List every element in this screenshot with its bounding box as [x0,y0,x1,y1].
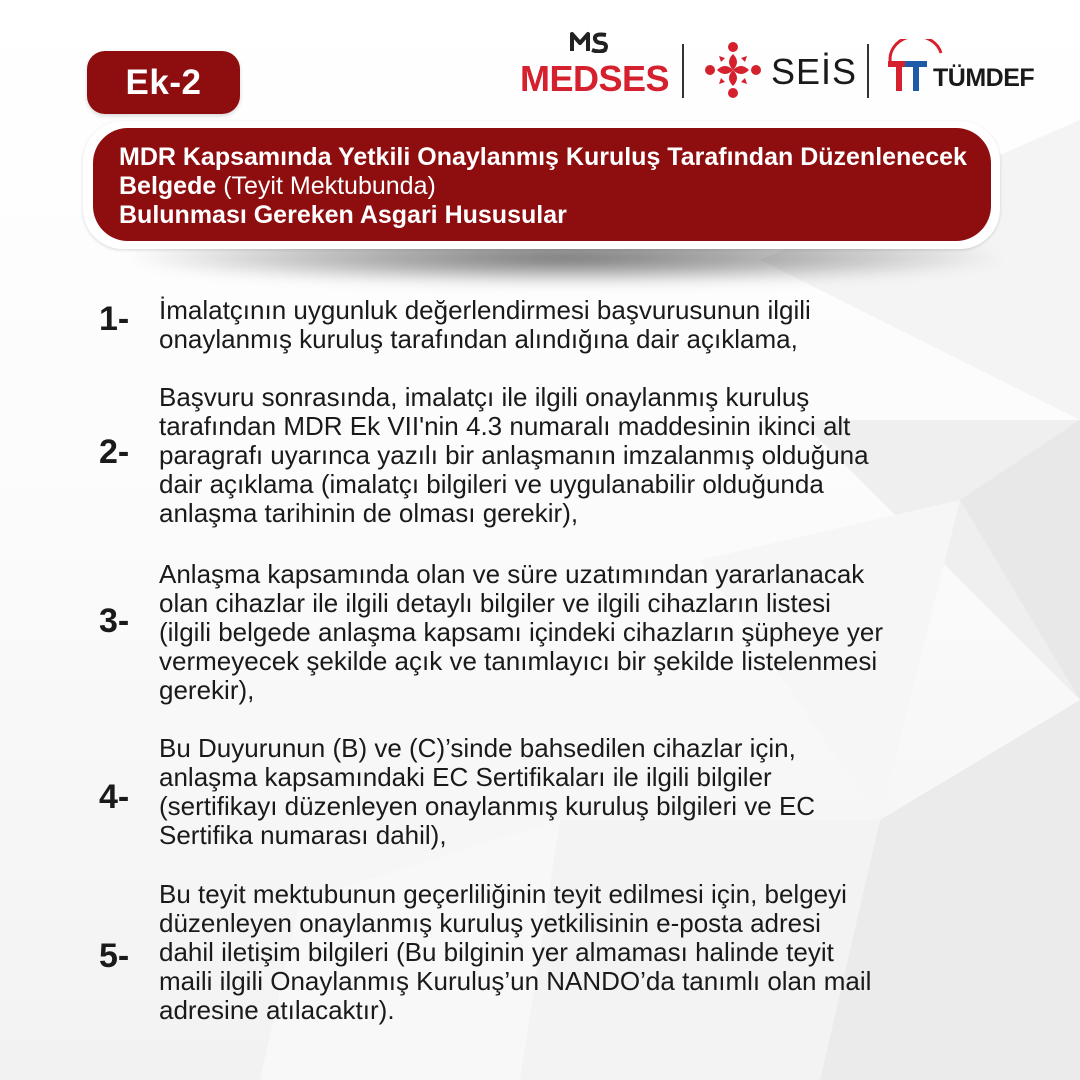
tumdef-name: TÜMDEF [933,64,1035,92]
logo-divider [682,44,684,98]
logo-divider [867,44,869,98]
title-banner [93,128,991,241]
banner-title-parenthetical: (Teyit Mektubunda) [223,172,436,200]
item-text: Anlaşma kapsamında olan ve süre uzatımından yararlanacak olan cihazlar ile ilgili detaylı bilgiler ve ilgili cihazların listesi (ilgili belgede anlaşma kapsamı içindeki cihazların şüpheye yer vermeyecek şekilde açık ve tanımlayıcı bir şekilde listelenmesi gerekir), [159,559,884,705]
item-number: 5- [99,937,130,975]
item-text: Başvuru sonrasında, imalatçı ile ilgili onaylanmış kuruluş tarafından MDR Ek VII'nin 4.3 numaralı maddesinin ikinci alt paragrafı uyarınca yazılı bir anlaşmanın imzalanmış olduğuna dair açıklama (imalatçı bilgileri ve uygulanabilir olduğunda anlaşma tarihinin de olması gerekir), [159,382,869,528]
banner-title-part1: MDR Kapsamında Yetkili Onaylanmış Kuruluş Tarafından Düzenlenecek Belgede [119,143,967,200]
appendix-badge-label: Ek-2 [125,62,202,102]
medses-name: MEDSES [520,58,670,99]
item-number: 4- [99,778,130,816]
item-text: Bu teyit mektubunun geçerliliğinin teyit edilmesi için, belgeyi düzenleyen onaylanmış kuruluş yetkilisinin e-posta adresi dahil iletişim bilgileri (Bu bilginin yer almaması halinde teyit maili ilgili Onaylanmış Kuruluş’un NANDO’da tanımlı olan mail adresine atılacaktır). [159,879,872,1025]
banner-title-part2: Bulunması Gereken Asgari Hususular [119,201,567,229]
appendix-badge [87,51,240,114]
medses-logo [515,28,675,100]
item-number: 2- [99,433,130,471]
item-number: 3- [99,602,130,640]
item-text: İmalatçının uygunluk değerlendirmesi başvurusunun ilgili onaylanmış kuruluş tarafından alındığına dair açıklama, [159,295,811,354]
seis-flower-icon [701,38,765,102]
ms-monogram-icon [570,31,610,53]
item-text: Bu Duyurunun (B) ve (C)’sinde bahsedilen cihazlar için, anlaşma kapsamındaki EC Sertifikaları ile ilgili bilgiler (sertifikayı düzenleyen onaylanmış kuruluş bilgileri ve EC Sertifika numarası dahil), [159,733,816,850]
partner-logos [515,28,1055,104]
item-number: 1- [99,300,130,338]
seis-name: SEİS [771,51,858,92]
banner-title [119,143,971,230]
